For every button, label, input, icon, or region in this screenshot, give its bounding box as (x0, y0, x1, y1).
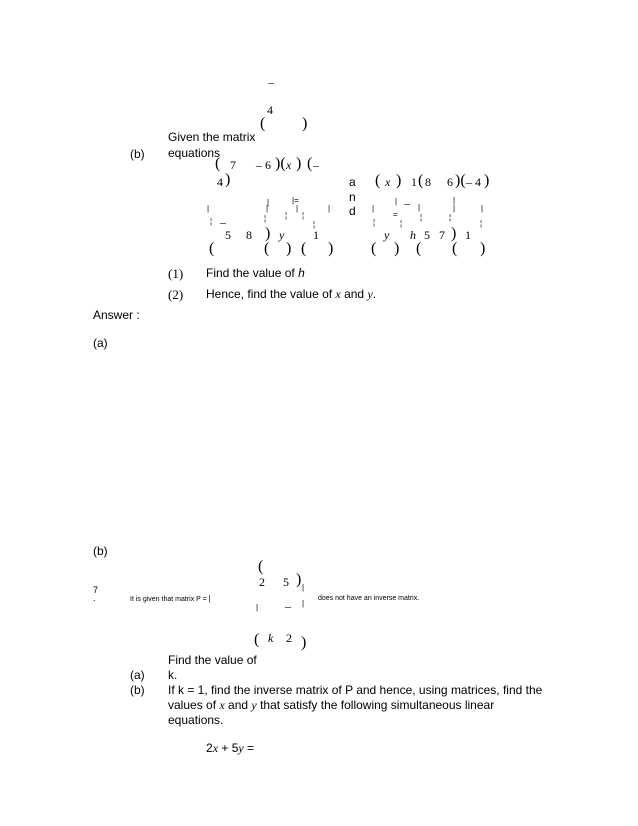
matrix-paren: ( (254, 631, 260, 648)
matrix-paren: ( (416, 240, 422, 257)
rhs-cell: 6 (447, 175, 453, 189)
matrix-cell: 7 (230, 158, 236, 172)
top-four: 4 (267, 103, 273, 117)
matrix-paren: ) (328, 240, 334, 257)
matrix-paren: ) (296, 571, 302, 588)
matrix-p-cell: 5 (283, 575, 289, 589)
matrix-paren: ) (225, 171, 231, 188)
matrix-paren: ) (451, 225, 457, 242)
matrix-paren: ) (394, 240, 400, 257)
matrix-paren: ( (371, 240, 377, 257)
top-lparen: ( (260, 115, 266, 132)
matrix-p-dash: – (285, 599, 291, 613)
question-b-label: (b) (130, 147, 145, 161)
matrix-paren: ) (396, 172, 402, 189)
matrix-paren: ) (286, 240, 292, 257)
and-letter-a: a (349, 175, 356, 189)
rhs-var-x: x (385, 175, 391, 189)
matrix-var-y: y (279, 228, 285, 242)
matrix-paren: ) (265, 225, 271, 242)
rhs-cell: 8 (425, 175, 431, 189)
matrix-p-cell: 2 (286, 631, 292, 645)
matrix-paren: ) (480, 240, 486, 257)
matrix-paren: ( (215, 155, 221, 172)
matrix-paren: ( (258, 558, 264, 575)
matrix-p-var-k: k (268, 631, 274, 645)
question-7-part-b-line2: values of x and y that satisfy the following simultaneous linear (168, 698, 495, 712)
equation-line: 2x + 5y = (206, 741, 255, 755)
matrix-var-x: x (286, 158, 292, 172)
rhs-cell: 1 (465, 228, 471, 242)
matrix-dash: _ (220, 211, 226, 225)
matrix-cell: 5 (225, 228, 231, 242)
matrix-paren: ( (375, 172, 381, 189)
matrix-paren: ) (484, 172, 490, 189)
matrix-p-cell: 2 (259, 575, 265, 589)
rhs-var-h: h (410, 228, 416, 242)
matrix-cell: 4 (217, 175, 223, 189)
question-7-part-b-line1: If k = 1, find the inverse matrix of P and hence, using matrices, find the (168, 683, 543, 697)
matrix-paren: ) (301, 634, 307, 651)
matrix-paren: ( (307, 155, 313, 172)
question-7-part-b-label: (b) (130, 683, 145, 697)
part-2-text: Hence, find the value of x and y. (206, 287, 377, 301)
part-1-text: Find the value of h (206, 266, 305, 280)
matrix-paren: )( (455, 172, 466, 189)
question-7-stem-right: does not have an inverse matrix. (318, 595, 420, 602)
top-rparen: ) (302, 115, 308, 132)
question-7-stem: It is given that matrix P = | (130, 594, 211, 603)
rhs-cell: 1 (411, 175, 417, 189)
rhs-var-y: y (384, 228, 390, 242)
matrix-cell: 1 (313, 228, 319, 242)
answer-part-a: (a) (93, 336, 108, 350)
rhs-dash: – (404, 196, 410, 210)
part-2-number: (2) (168, 287, 184, 302)
and-letter-d: d (349, 204, 356, 218)
question-7-find-line2: k. (168, 668, 178, 682)
top-dash: – (268, 75, 274, 89)
question-7-number: 7 (93, 585, 99, 595)
rhs-cell: – 4 (466, 175, 481, 189)
answer-label: Answer : (93, 308, 140, 322)
matrix-paren: )( (275, 155, 286, 172)
and-letter-n: n (349, 190, 356, 204)
matrix-paren: ( (418, 172, 424, 189)
question-b-intro-line2: equations (168, 146, 221, 160)
matrix-paren: ( (209, 240, 215, 257)
matrix-cell: 8 (246, 228, 252, 242)
rhs-cell: 5 (424, 228, 430, 242)
matrix-dash: – (313, 158, 319, 172)
question-b-intro-line1: Given the matrix (168, 130, 256, 144)
question-7-dot: . (93, 593, 96, 603)
part-1-number: (1) (168, 266, 184, 281)
matrix-paren: ( (264, 240, 270, 257)
matrix-paren: ) (296, 155, 302, 172)
matrix-cell: – 6 (256, 158, 271, 172)
answer-part-b: (b) (93, 544, 108, 558)
rhs-cell: 7 (439, 228, 445, 242)
question-7-part-b-line3: equations. (168, 713, 224, 727)
matrix-paren: ( (452, 240, 458, 257)
question-7-part-a-label: (a) (130, 668, 145, 682)
question-7-find-line1: Find the value of (168, 653, 257, 667)
matrix-paren: ( (301, 240, 307, 257)
rhs-eq: = (393, 210, 398, 219)
